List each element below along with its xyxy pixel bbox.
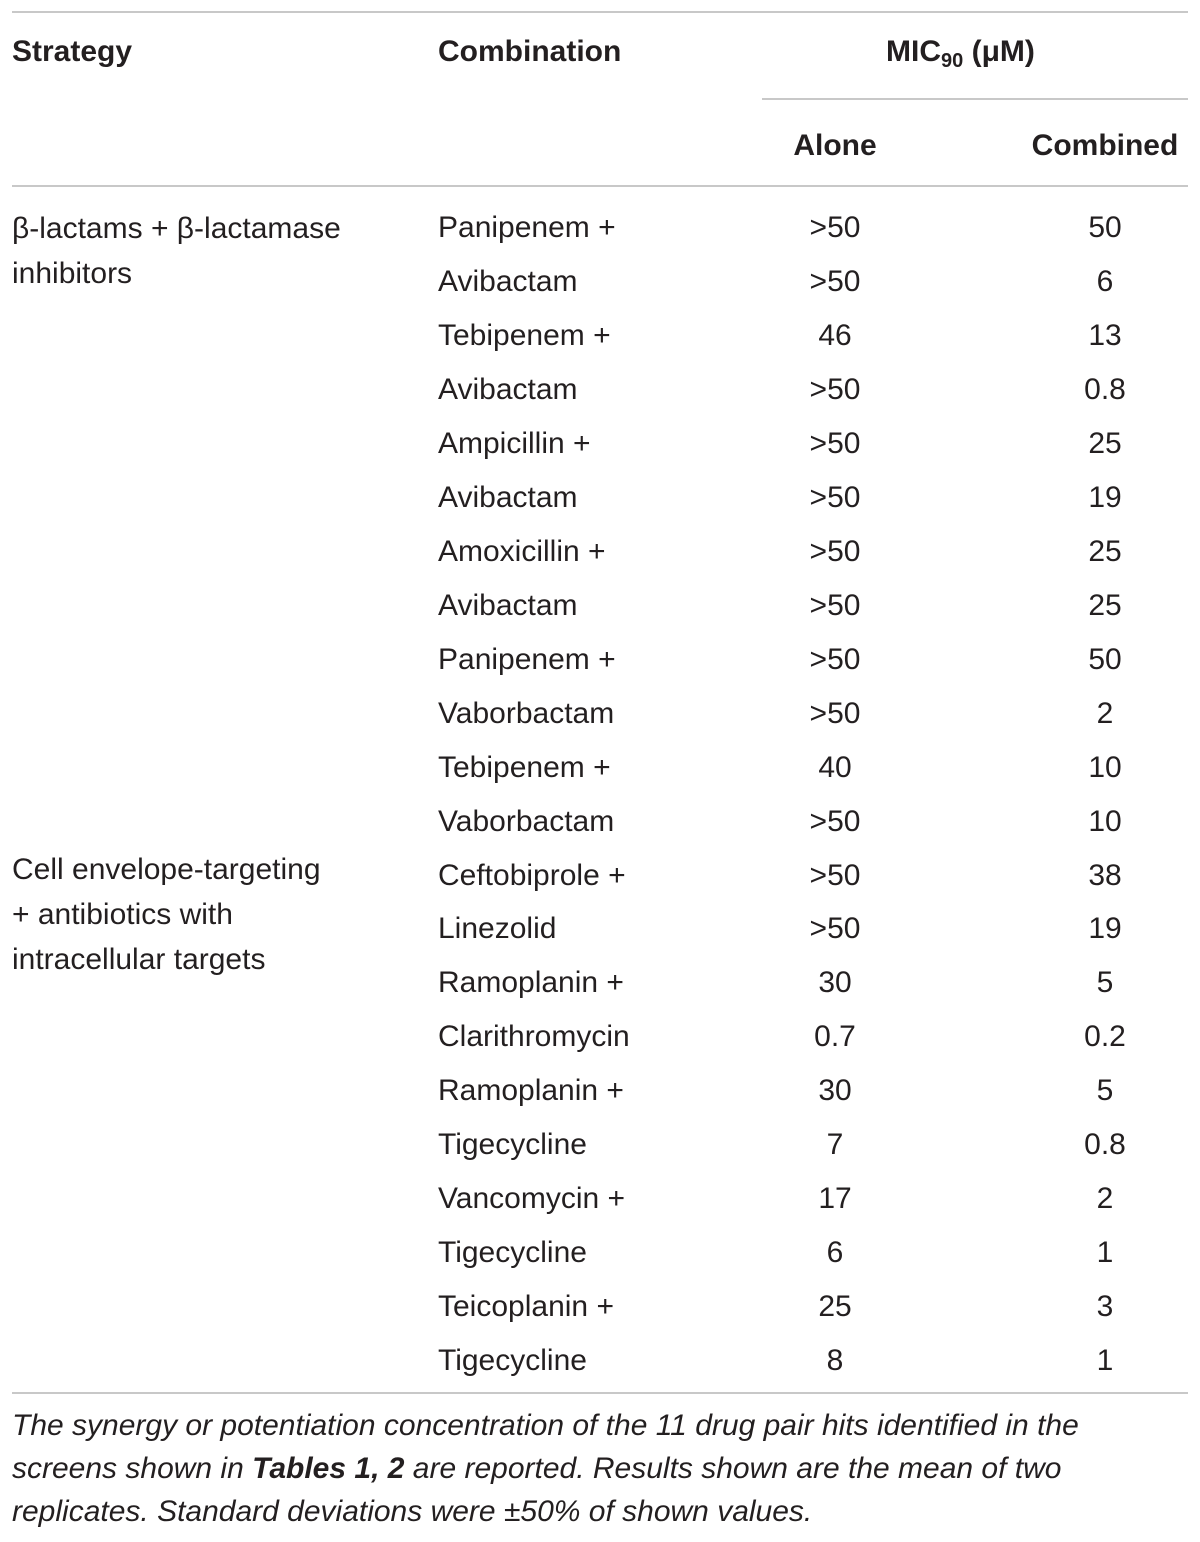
combination-cell: Ramoplanin + xyxy=(438,966,624,999)
mic-alone-cell: 46 xyxy=(818,319,852,352)
combination-cell: Teicoplanin + xyxy=(438,1290,614,1323)
mic-subscript: 90 xyxy=(941,50,964,72)
mic-combined-cell: 1 xyxy=(1096,1236,1114,1269)
mic-combined-cell: 0.2 xyxy=(1084,1020,1126,1053)
footnote-text-1: The synergy or potentiation concentration of the 11 drug pair hits identified in the screens shown in xyxy=(12,1409,1079,1485)
mic-combined-cell: 50 xyxy=(1088,643,1122,676)
mic-combined-cell: 25 xyxy=(1088,427,1122,460)
mic-alone-cell: 17 xyxy=(818,1182,852,1215)
mic-combined-cell: 6 xyxy=(1096,265,1114,298)
mic-alone-cell: 0.7 xyxy=(814,1020,856,1053)
mic-alone-cell: 7 xyxy=(826,1128,844,1161)
table-row xyxy=(0,255,1200,309)
mic-combined-cell: 1 xyxy=(1096,1344,1114,1377)
mic-alone-cell: >50 xyxy=(809,805,861,838)
table-row xyxy=(0,363,1200,417)
mic-combined-cell: 10 xyxy=(1088,805,1122,838)
mic-combined-cell: 0.8 xyxy=(1084,1128,1126,1161)
mic-alone-cell: >50 xyxy=(809,535,861,568)
combination-cell: Ampicillin + xyxy=(438,427,591,460)
mic-combined-cell: 5 xyxy=(1096,966,1114,999)
mic-alone-cell: >50 xyxy=(809,265,861,298)
table-row xyxy=(0,741,1200,795)
header-alone: Alone xyxy=(793,129,877,162)
strategy-cell-envelope: Cell envelope-targeting + antibiotics with intracellular targets xyxy=(12,853,321,976)
mic-combined-cell: 19 xyxy=(1088,481,1122,514)
table-row xyxy=(0,417,1200,471)
mic-combined-cell: 25 xyxy=(1088,535,1122,568)
mic-unit: (μM) xyxy=(963,35,1035,68)
table-row xyxy=(0,471,1200,525)
mic-combined-cell: 25 xyxy=(1088,589,1122,622)
mic-alone-cell: >50 xyxy=(809,373,861,406)
table-row xyxy=(0,1010,1200,1064)
table-row xyxy=(0,1118,1200,1172)
mic-combined-cell: 2 xyxy=(1096,697,1114,730)
table-row xyxy=(0,1334,1200,1388)
table-row xyxy=(0,633,1200,687)
mic-combined-cell: 2 xyxy=(1096,1182,1114,1215)
table-row xyxy=(0,309,1200,363)
combination-cell: Ceftobiprole + xyxy=(438,859,626,892)
combination-cell: Amoxicillin + xyxy=(438,535,606,568)
combination-cell: Vancomycin + xyxy=(438,1182,626,1215)
combination-cell: Tebipenem + xyxy=(438,319,611,352)
mic-combined-cell: 19 xyxy=(1088,912,1122,945)
top-rule xyxy=(12,11,1188,13)
combination-cell: Avibactam xyxy=(438,265,578,298)
table-row xyxy=(0,795,1200,849)
table-row xyxy=(0,525,1200,579)
mic-alone-cell: 25 xyxy=(818,1290,852,1323)
header-combination: Combination xyxy=(438,35,622,68)
header-bottom-rule xyxy=(12,185,1188,187)
mic-alone-cell: 30 xyxy=(818,1074,852,1107)
mic-alone-cell: 30 xyxy=(818,966,852,999)
mic-alone-cell: 8 xyxy=(826,1344,844,1377)
combination-cell: Linezolid xyxy=(438,912,557,945)
mic-alone-cell: >50 xyxy=(809,427,861,460)
mic-alone-cell: >50 xyxy=(809,697,861,730)
mic-alone-cell: >50 xyxy=(809,859,861,892)
combination-cell: Panipenem + xyxy=(438,211,616,244)
mic-alone-cell: 6 xyxy=(826,1236,844,1269)
mic-combined-cell: 10 xyxy=(1088,751,1122,784)
mic-alone-cell: >50 xyxy=(809,912,861,945)
mic-underline-rule xyxy=(762,98,1188,100)
combination-cell: Tigecycline xyxy=(438,1128,587,1161)
combination-cell: Ramoplanin + xyxy=(438,1074,624,1107)
combination-cell: Clarithromycin xyxy=(438,1020,630,1053)
header-combined: Combined xyxy=(1031,129,1179,162)
strategy-beta-lactams: β-lactams + β-lactamase inhibitors xyxy=(12,212,341,290)
table-row xyxy=(0,687,1200,741)
table-row xyxy=(0,1172,1200,1226)
combination-cell: Tigecycline xyxy=(438,1344,587,1377)
table-row xyxy=(0,1280,1200,1334)
mic-alone-cell: >50 xyxy=(809,589,861,622)
table-row xyxy=(0,201,1200,255)
footnote-table-reference: Tables 1, 2 xyxy=(252,1452,405,1485)
mic-combined-cell: 5 xyxy=(1096,1074,1114,1107)
mic-combined-cell: 13 xyxy=(1088,319,1122,352)
mic-combined-cell: 38 xyxy=(1088,859,1122,892)
table-row xyxy=(0,956,1200,1010)
header-strategy: Strategy xyxy=(12,35,133,68)
combination-cell: Vaborbactam xyxy=(438,697,615,730)
mic-alone-cell: 40 xyxy=(818,751,852,784)
mic-prefix: MIC xyxy=(886,35,941,68)
mic-combined-cell: 50 xyxy=(1088,211,1122,244)
table-footnote xyxy=(12,1404,1192,1533)
mic-combined-cell: 0.8 xyxy=(1084,373,1126,406)
table-row xyxy=(0,1064,1200,1118)
combination-cell: Panipenem + xyxy=(438,643,616,676)
combination-cell: Avibactam xyxy=(438,481,578,514)
combination-cell: Tebipenem + xyxy=(438,751,611,784)
combination-cell: Avibactam xyxy=(438,373,578,406)
table-row xyxy=(0,1226,1200,1280)
header-mic90 xyxy=(886,34,1035,70)
table-row xyxy=(0,849,1200,903)
mic-combined-cell: 3 xyxy=(1096,1290,1114,1323)
table-row xyxy=(0,902,1200,956)
mic-alone-cell: >50 xyxy=(809,211,861,244)
combination-cell: Tigecycline xyxy=(438,1236,587,1269)
combination-cell: Avibactam xyxy=(438,589,578,622)
table-bottom-rule xyxy=(12,1392,1188,1394)
mic-alone-cell: >50 xyxy=(809,481,861,514)
footnote-text-2: are reported. Results shown are the mean of two replicates. Standard deviations were ±50% of shown values. xyxy=(12,1452,1062,1528)
mic-alone-cell: >50 xyxy=(809,643,861,676)
combination-cell: Vaborbactam xyxy=(438,805,615,838)
table-row xyxy=(0,579,1200,633)
